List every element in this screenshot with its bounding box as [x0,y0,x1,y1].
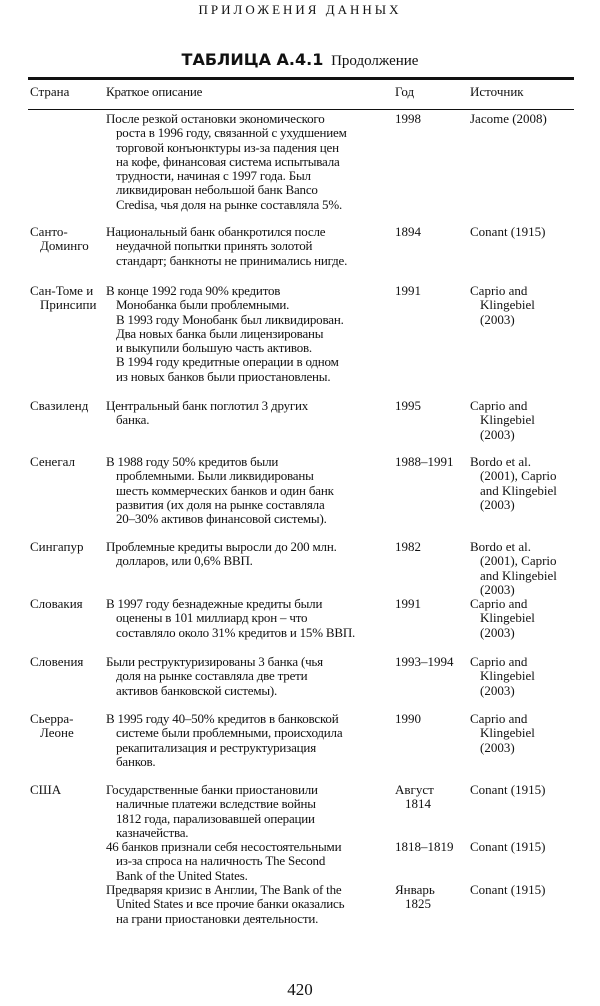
cell-line: Bordo et al. [470,454,532,469]
cell-line: Словения [30,654,84,669]
cell-line: Январь [395,882,435,897]
cell-line: Принсипи [40,297,97,313]
year-cell [395,712,421,726]
cell-line: (2003) [480,311,515,327]
cell-line: В 1993 году Монобанк был ликвидирован. [116,311,344,327]
cell-line: (2003) [480,581,515,597]
year-cell [395,655,454,669]
description-cell [106,455,334,526]
cell-line: Проблемные кредиты выросли до 200 млн. [106,539,337,554]
year-cell [395,455,454,469]
header-year: Год [395,84,415,99]
cell-line: (2003) [480,682,515,698]
cell-line: Bordo et al. [470,539,532,554]
cell-line: Сан-Томе и [30,283,94,298]
cell-line: 1818–1819 [395,839,454,854]
year-cell [395,783,434,812]
cell-line: 1825 [405,896,431,912]
cell-line: казначейства. [116,824,189,840]
year-cell [395,597,421,611]
source-cell [470,455,557,512]
cell-line: and Klingebiel [480,567,557,583]
cell-line: (2003) [480,624,515,640]
header-rule [28,109,574,110]
year-cell [395,399,421,413]
cell-line: Два новых банка были лицензированы [116,325,324,341]
cell-line: Национальный банк обанкротился после [106,224,326,239]
cell-line: шесть коммерческих банков и один банк [116,482,334,498]
cell-line: Предваряя кризис в Англии, The Bank of the [106,882,342,897]
cell-line: Conant (1915) [470,882,546,897]
cell-line: на грани приостановки деятельности. [116,910,319,926]
description-cell [106,655,323,698]
description-cell [106,597,355,640]
cell-line: неудачной попытки принять золотой [116,238,313,254]
cell-line: Klingebiel [480,412,535,428]
cell-line: Были реструктуризированы 3 банка (чья [106,654,323,669]
cell-line: 1990 [395,711,421,726]
cell-line: долларов, или 0,6% ВВП. [116,553,253,569]
country-cell [30,712,74,741]
cell-line: Jacome (2008) [470,111,547,126]
cell-line: Центральный банк поглотил 3 других [106,398,309,413]
cell-line: В 1994 году кредитные операции в одном [116,354,339,370]
cell-line: 1995 [395,398,421,413]
source-cell [470,783,545,797]
year-cell [395,840,454,854]
cell-line: Доминго [40,238,89,254]
cell-line: Сингапур [30,539,84,554]
source-cell [470,655,535,698]
country-cell [30,455,75,469]
cell-line: банка. [116,412,150,428]
cell-line: 1993–1994 [395,654,454,669]
cell-line: Klingebiel [480,297,535,313]
header-description: Краткое описание [106,84,203,99]
description-cell [106,225,347,268]
cell-line: Государственные банки приостановили [106,782,318,797]
year-cell [395,284,421,298]
cell-line: (2003) [480,496,515,512]
cell-line: Сенегал [30,454,76,469]
description-cell [106,540,337,569]
cell-line: Caprio and [470,654,528,669]
table-top-rule [28,77,574,80]
description-cell [106,840,341,883]
cell-line: В конце 1992 года 90% кредитов [106,283,281,298]
source-cell [470,883,545,897]
table-number: ТАБЛИЦА А.4.1 [181,50,324,69]
cell-line: системе были проблемными, происходила [116,725,343,741]
description-cell [106,883,344,926]
description-cell [106,783,318,840]
cell-line: оценены в 101 миллиард крон – что [116,610,308,626]
cell-line: Август [395,782,434,797]
header-source: Источник [470,84,524,99]
cell-line: Сьерра- [30,711,74,726]
cell-line: США [30,782,62,797]
source-cell [470,597,535,640]
cell-line: (2003) [480,426,515,442]
source-cell [470,712,535,755]
year-cell [395,225,421,239]
running-head: ПРИЛОЖЕНИЯ ДАННЫХ [198,2,402,17]
cell-line: 46 банков признали себя несостоятельными [106,839,342,854]
cell-line: торговой конъюнктуры из-за падения цен [116,139,339,155]
header-country: Страна [30,84,70,99]
cell-line: стандарт; банкноты не принимались нигде. [116,252,348,268]
year-cell [395,540,421,554]
cell-line: доля на рынке составляла две трети [116,668,308,684]
cell-line: Caprio and [470,711,528,726]
description-cell [106,712,342,769]
cell-line: 1998 [395,111,421,126]
cell-line: Credisa, чья доля на рынке составляла 5%. [116,196,343,212]
cell-line: 1988–1991 [395,454,454,469]
cell-line: (2001), Caprio [480,468,557,484]
source-cell [470,112,547,126]
cell-line: В 1995 году 40–50% кредитов в банковской [106,711,339,726]
cell-line: В 1988 году 50% кредитов были [106,454,279,469]
cell-line: 1991 [395,283,421,298]
cell-line: наличные платежи вследствие войны [116,796,316,812]
cell-line: Klingebiel [480,668,535,684]
cell-line: развития (их доля на рынке составляла [116,496,325,512]
cell-line: (2003) [480,739,515,755]
cell-line: Klingebiel [480,610,535,626]
cell-line: 1991 [395,596,421,611]
cell-line: Conant (1915) [470,224,546,239]
description-cell [106,284,344,384]
cell-line: Свазиленд [30,398,89,413]
cell-line: Caprio and [470,398,528,413]
cell-line: составляло около 31% кредитов и 15% ВВП. [116,624,356,640]
country-cell [30,540,83,554]
country-cell [30,399,88,413]
page-number: 420 [287,980,313,999]
cell-line: Словакия [30,596,83,611]
table-title [0,50,600,70]
cell-line: Caprio and [470,283,528,298]
year-cell [395,112,421,126]
description-cell [106,399,308,428]
cell-line: В 1997 году безнадежные кредиты были [106,596,323,611]
source-cell [470,399,535,442]
source-cell [470,840,545,854]
cell-line: 1814 [405,796,431,812]
cell-line: 20–30% активов финансовой системы). [116,511,327,527]
cell-line: Conant (1915) [470,839,546,854]
cell-line: рекапитализация и реструктуризация [116,739,316,755]
country-cell [30,225,89,254]
cell-line: 1982 [395,539,421,554]
cell-line: и выкупили большую часть активов. [116,340,312,356]
country-cell [30,284,96,313]
cell-line: трудности, начиная с 1997 года. Был [116,168,311,184]
cell-line: Klingebiel [480,725,535,741]
cell-line: 1812 года, парализовавшей операции [116,810,315,826]
cell-line: United States и все прочие банки оказались [116,896,345,912]
cell-line: на кофе, финансовая система испытывала [116,153,340,169]
cell-line: проблемными. Были ликвидированы [116,468,314,484]
cell-line: роста в 1996 году, связанной с ухудшением [116,125,347,141]
cell-line: из новых банков были приостановлены. [116,368,331,384]
country-cell [30,597,83,611]
cell-line: из-за спроса на наличность The Second [116,853,326,869]
cell-line: and Klingebiel [480,482,557,498]
country-cell [30,783,61,797]
source-cell [470,284,535,327]
source-cell [470,225,545,239]
cell-line: ликвидирован небольшой банк Banco [116,182,318,198]
cell-line: 1894 [395,224,421,239]
table-title-continued: Продолжение [331,53,419,69]
cell-line: Санто- [30,224,68,239]
cell-line: После резкой остановки экономического [106,111,325,126]
country-cell [30,655,83,669]
cell-line: Caprio and [470,596,528,611]
cell-line: банков. [116,753,156,769]
source-cell [470,540,557,597]
description-cell [106,112,347,212]
cell-line: Монобанка были проблемными. [116,297,290,313]
cell-line: (2001), Caprio [480,553,557,569]
cell-line: Bank of the United States. [116,867,248,883]
cell-line: Conant (1915) [470,782,546,797]
cell-line: Леоне [40,725,74,741]
cell-line: активов банковской системы). [116,682,278,698]
year-cell [395,883,435,912]
